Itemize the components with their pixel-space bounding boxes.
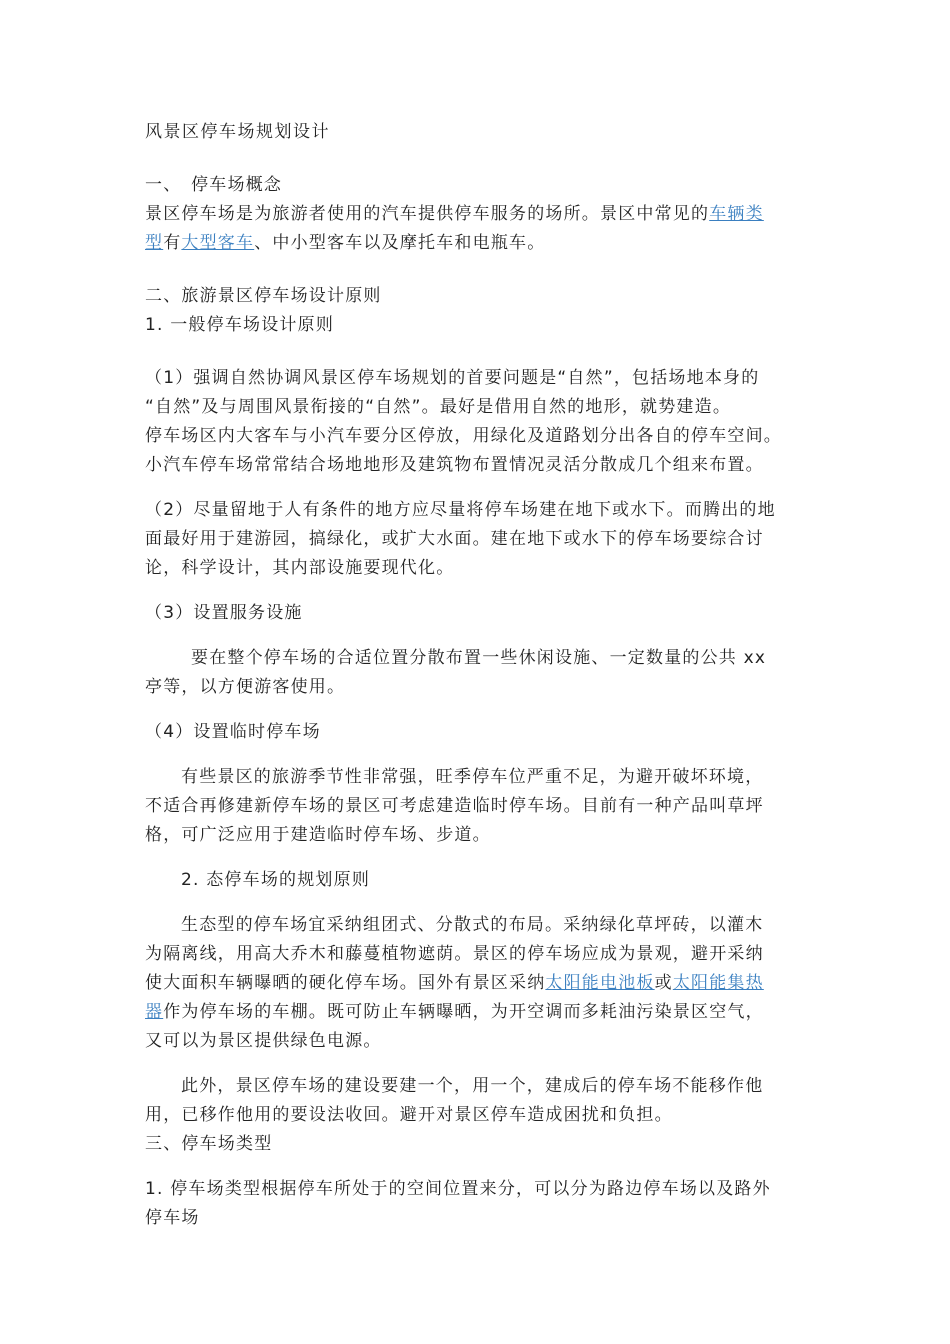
eco-parking-paragraph bbox=[145, 911, 810, 1056]
text-run: 景区停车场是为旅游者使用的汽车提供停车服务的场所。景区中常见的 bbox=[145, 204, 710, 224]
principle-3-heading: （3）设置服务设施 bbox=[145, 603, 303, 623]
section-3-paragraph bbox=[145, 1175, 810, 1233]
paragraph-line: 论，科学设计，其内部设施要现代化。 bbox=[145, 558, 455, 578]
paragraph-line: 要在整个停车场的合适位置分散布置一些休闲设施、一定数量的公共 xx bbox=[191, 648, 767, 668]
text-run: 作为停车场的车棚。既可防止车辆曝晒，为开空调而多耗油污染景区空气， bbox=[163, 1002, 764, 1022]
paragraph-line: 停车场 bbox=[145, 1208, 200, 1228]
paragraph-line: 为隔离线，用高大乔木和藤蔓植物遮荫。景区的停车场应成为景观，避开采纳 bbox=[145, 944, 764, 964]
paragraph-line bbox=[145, 969, 810, 998]
document-title: 风景区停车场规划设计 bbox=[145, 122, 330, 142]
paragraph-line: 有些景区的旅游季节性非常强，旺季停车位严重不足，为避开破坏环境， bbox=[181, 767, 764, 787]
paragraph-line: 面最好用于建游园，搞绿化，或扩大水面。建在地下或水下的停车场要综合讨 bbox=[145, 529, 764, 549]
vehicle-type-link[interactable]: 车辆类 bbox=[709, 204, 764, 224]
paragraph-line: 1. 停车场类型根据停车所处于的空间位置来分，可以分为路边停车场以及路外 bbox=[145, 1179, 771, 1199]
paragraph-line: 用，已移作他用的要设法收回。避开对景区停车造成困扰和负担。 bbox=[145, 1105, 673, 1125]
paragraph-line: 格，可广泛应用于建造临时停车场、步道。 bbox=[145, 825, 491, 845]
text-run: 、中小型客车以及摩托车和电瓶车。 bbox=[254, 233, 546, 253]
paragraph-line: 小汽车停车场常常结合场地地形及建筑物布置情况灵活分散成几个组来布置。 bbox=[145, 455, 764, 475]
paragraph-line: （2）尽量留地于人有条件的地方应尽量将停车场建在地下或水下。而腾出的地 bbox=[145, 500, 776, 520]
paragraph-line: 不适合再修建新停车场的景区可考虑建造临时停车场。目前有一种产品叫草坪 bbox=[145, 796, 764, 816]
section-1-paragraph-line-1 bbox=[145, 200, 810, 229]
paragraph-line: 生态型的停车场宜采纳组团式、分散式的布局。采纳绿化草坪砖，以灌木 bbox=[181, 915, 764, 935]
solar-collector-link[interactable]: 太阳能集热 bbox=[672, 973, 764, 993]
paragraph-line: 停车场区内大客车与小汽车要分区停放，用绿化及道路划分出各自的停车空间。 bbox=[145, 426, 782, 446]
solar-collector-link-continued[interactable]: 器 bbox=[145, 1002, 164, 1022]
solar-panel-link[interactable]: 太阳能电池板 bbox=[545, 973, 655, 993]
document-page bbox=[145, 118, 810, 1233]
principle-3-paragraph bbox=[145, 644, 810, 702]
text-run: 使大面积车辆曝晒的硬化停车场。国外有景区采纳 bbox=[145, 973, 546, 993]
principle-4-paragraph bbox=[145, 763, 810, 850]
section-3-heading: 三、停车场类型 bbox=[145, 1134, 273, 1154]
subsection-2-heading: 2. 态停车场的规划原则 bbox=[181, 870, 371, 890]
text-run: 或 bbox=[654, 973, 673, 993]
paragraph-line: 亭等，以方便游客使用。 bbox=[145, 677, 346, 697]
paragraph-line bbox=[145, 998, 810, 1027]
subsection-1-heading: 1. 一般停车场设计原则 bbox=[145, 315, 335, 335]
section-1-paragraph-line-2 bbox=[145, 229, 810, 258]
section-2-heading: 二、旅游景区停车场设计原则 bbox=[145, 286, 382, 306]
large-bus-link[interactable]: 大型客车 bbox=[181, 233, 255, 253]
paragraph-line: （1）强调自然协调风景区停车场规划的首要问题是“自然”，包括场地本身的 bbox=[145, 368, 760, 388]
paragraph-line: “自然”及与周围风景衔接的“自然”。最好是借用自然的地形，就势建造。 bbox=[145, 397, 732, 417]
principle-2-paragraph bbox=[145, 496, 810, 583]
section-1-heading: 一、 停车场概念 bbox=[145, 175, 283, 195]
principle-1-paragraph bbox=[145, 364, 810, 480]
principle-4-heading: （4）设置临时停车场 bbox=[145, 722, 321, 742]
paragraph-line: 此外，景区停车场的建设要建一个，用一个，建成后的停车场不能移作他 bbox=[181, 1076, 764, 1096]
vehicle-type-link-continued[interactable]: 型 bbox=[145, 233, 164, 253]
paragraph-line: 又可以为景区提供绿色电源。 bbox=[145, 1031, 382, 1051]
additional-note-paragraph bbox=[145, 1072, 810, 1130]
text-run: 有 bbox=[163, 233, 182, 253]
